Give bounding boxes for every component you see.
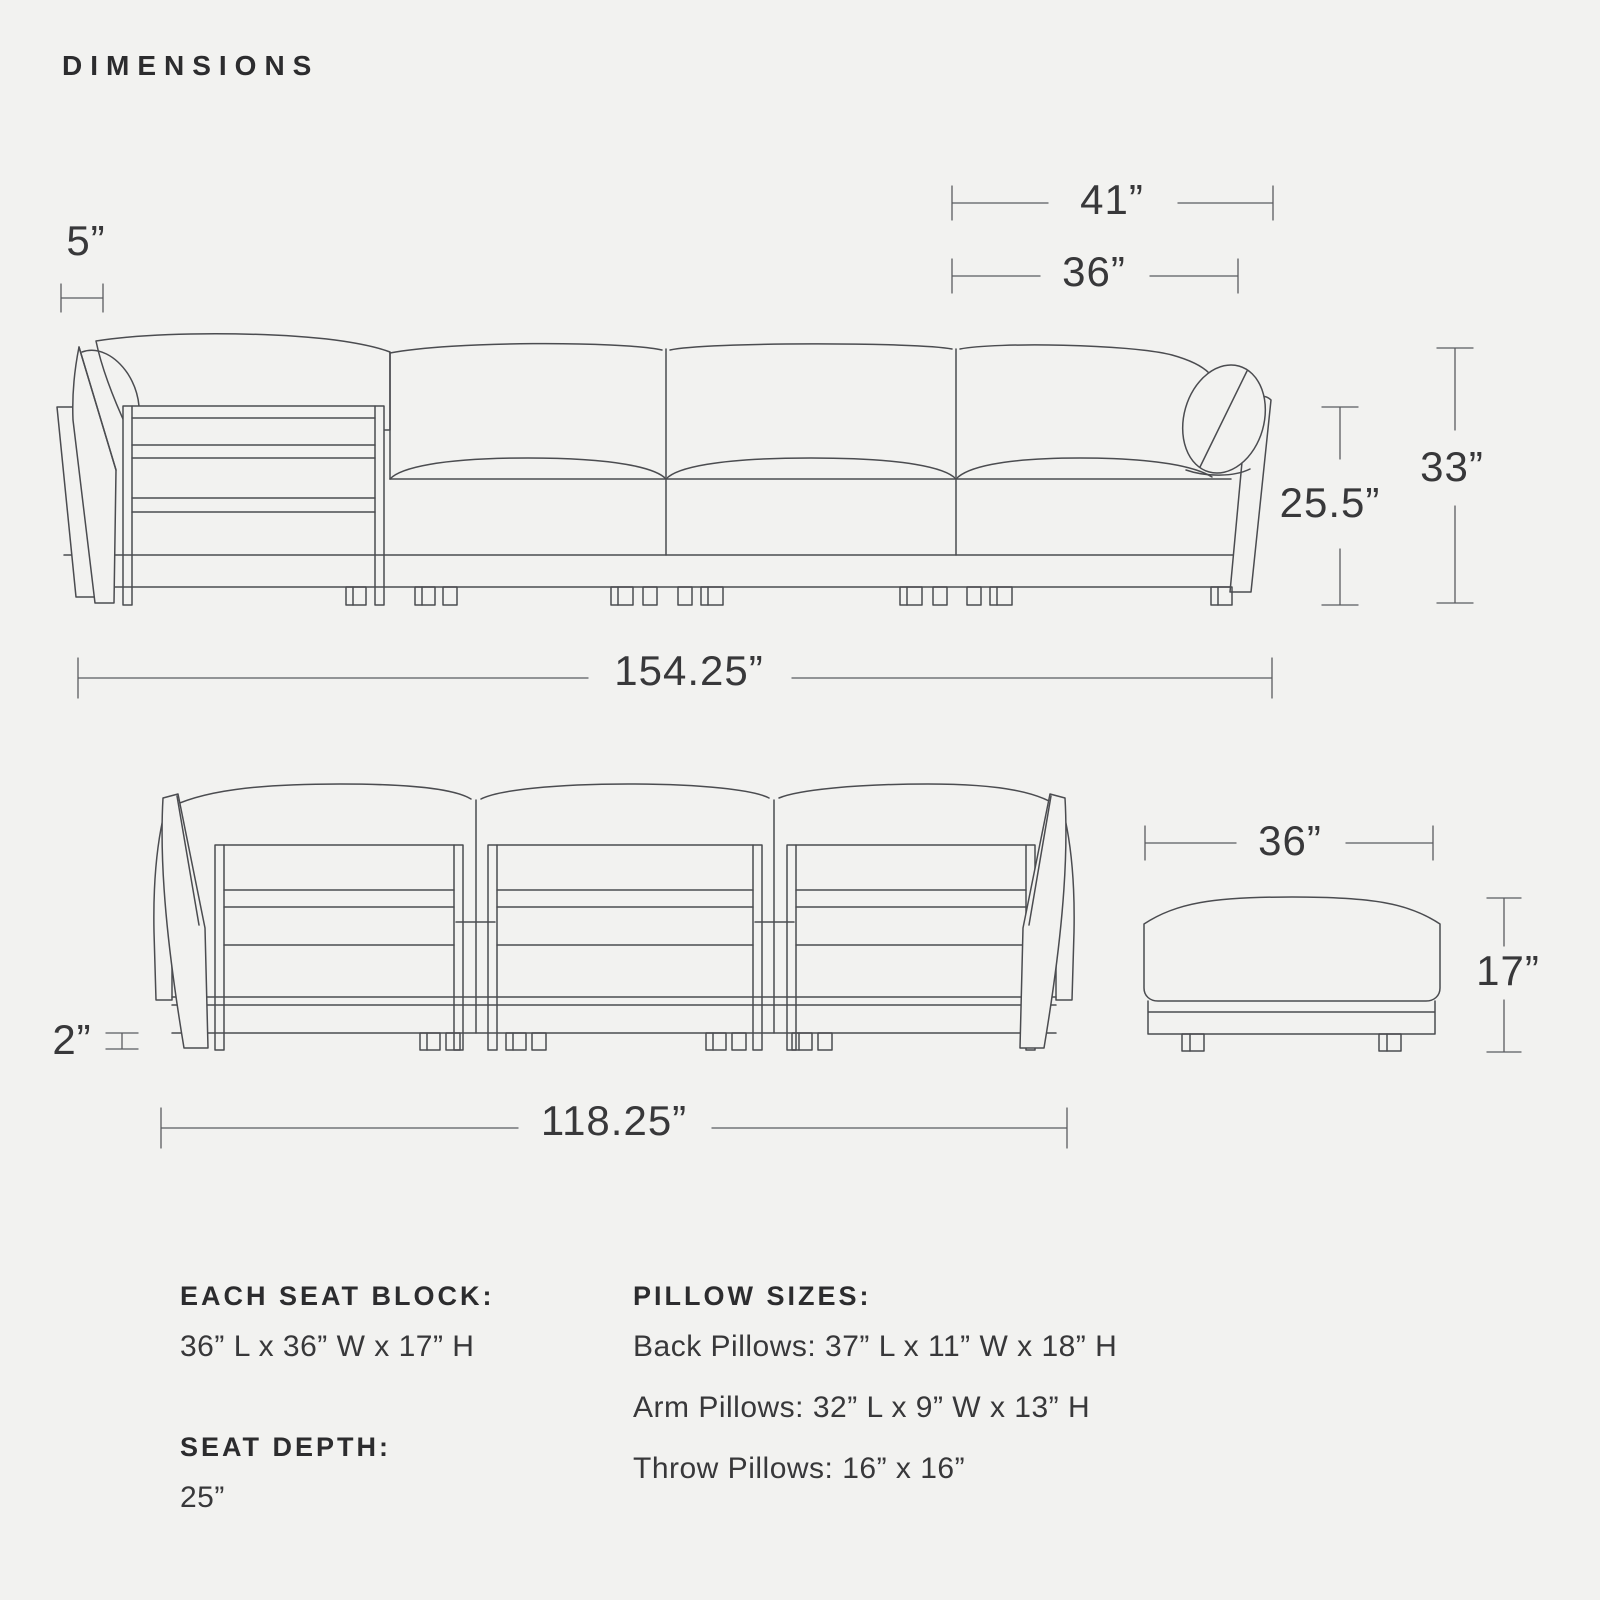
back-pillows-spec: Back Pillows: 37” L x 11” W x 18” H <box>633 1330 1118 1363</box>
back-view-drawing <box>154 784 1074 1050</box>
dim-back-length-label: 118.25” <box>531 1099 697 1143</box>
ottoman-drawing <box>1144 897 1440 1051</box>
front-view-drawing <box>57 334 1278 605</box>
dim-corner-module-width-label: 41” <box>1070 178 1154 222</box>
dim-leg-height-label: 2” <box>48 1018 95 1062</box>
dim-overall-height-label: 33” <box>1410 445 1494 489</box>
seat-depth-heading: SEAT DEPTH: <box>180 1432 392 1462</box>
throw-pillows-spec: Throw Pillows: 16” x 16” <box>633 1452 966 1485</box>
pillow-sizes-heading: PILLOW SIZES: <box>633 1281 872 1311</box>
back-legs <box>420 1033 832 1050</box>
back-frame-modules <box>215 845 1035 1050</box>
dim-seat-back-height-label: 25.5” <box>1270 481 1391 525</box>
dim-ottoman-width-label: 36” <box>1248 819 1332 863</box>
seat-block-value: 36” L x 36” W x 17” H <box>180 1330 475 1363</box>
pillow-specs-column <box>633 1281 1117 1513</box>
page-title: DIMENSIONS <box>62 50 320 81</box>
dim-ottoman-height-label: 17” <box>1466 949 1550 993</box>
seat-block-heading: EACH SEAT BLOCK: <box>180 1281 495 1311</box>
dim-overall-length-label: 154.25” <box>604 649 773 693</box>
dim-seat-module-width-label: 36” <box>1052 250 1136 294</box>
arm-pillows-spec: Arm Pillows: 32” L x 9” W x 13” H <box>633 1391 1091 1424</box>
dim-arm-width-label: 5” <box>62 219 109 263</box>
seat-depth-value: 25” <box>180 1481 225 1514</box>
front-legs <box>346 587 1232 605</box>
seat-specs-column <box>180 1281 495 1515</box>
